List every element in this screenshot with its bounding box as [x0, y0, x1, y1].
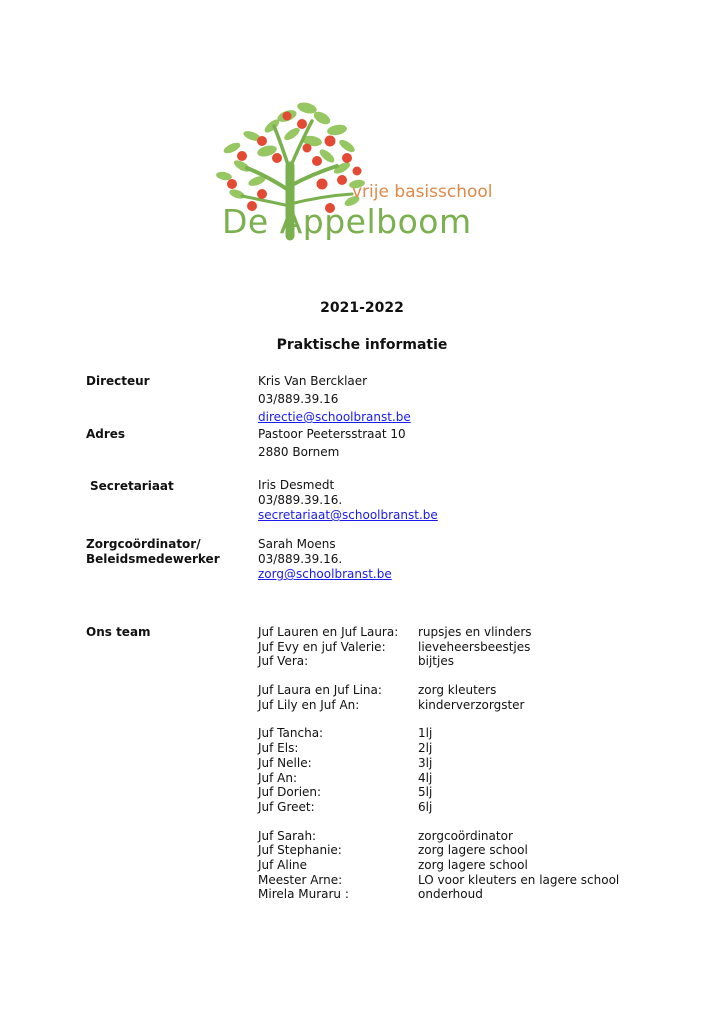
team-row — [258, 843, 678, 858]
team-row — [258, 698, 678, 713]
directeur-block — [258, 372, 411, 426]
team-row — [258, 771, 678, 786]
team-member-role: 3lj — [418, 755, 433, 770]
team-row — [258, 640, 678, 655]
team-list — [258, 625, 678, 916]
team-member-name: Juf An: — [258, 770, 298, 785]
team-member-role: bijtjes — [418, 654, 454, 669]
team-group — [258, 726, 678, 814]
team-member-name: Juf Laura en Juf Lina: — [258, 683, 382, 698]
directeur-phone: 03/889.39.16 — [258, 392, 339, 406]
secretariaat-email-link[interactable]: secretariaat@schoolbranst.be — [258, 508, 438, 522]
team-member-role: zorg kleuters — [418, 683, 497, 698]
team-row — [258, 858, 678, 873]
zorg-name: Sarah Moens — [258, 537, 336, 551]
label-secretariaat: Secretariaat — [90, 479, 174, 493]
secretariaat-name: Iris Desmedt — [258, 478, 335, 492]
team-member-role: 1lj — [418, 726, 433, 741]
team-row — [258, 741, 678, 756]
logo-name: De Appelboom — [222, 202, 472, 241]
directeur-name: Kris Van Bercklaer — [258, 374, 368, 388]
team-member-role: rupsjes en vlinders — [418, 625, 532, 639]
team-row — [258, 726, 678, 741]
label-adres: Adres — [86, 427, 126, 441]
label-team: Ons team — [86, 625, 151, 639]
directeur-email-link[interactable]: directie@schoolbranst.be — [258, 410, 411, 424]
team-member-role: onderhoud — [418, 887, 483, 902]
label-directeur: Directeur — [86, 374, 150, 388]
team-member-role: zorgcoördinator — [418, 828, 513, 843]
team-member-name: Juf Lily en Juf An: — [258, 697, 360, 712]
team-member-name: Juf Greet: — [258, 799, 315, 814]
page-title: Praktische informatie — [276, 337, 448, 353]
secretariaat-block — [258, 478, 438, 523]
label-zorgcoordinator-line2: Beleidsmedewerker — [86, 552, 220, 566]
team-row — [258, 756, 678, 771]
team-member-name: Juf Tancha: — [258, 726, 324, 741]
team-member-role: LO voor kleuters en lagere school — [418, 872, 620, 887]
team-member-name: Juf Stephanie: — [258, 843, 342, 858]
team-member-role: kinderverzorgster — [418, 697, 525, 712]
team-member-role: 4lj — [418, 770, 433, 785]
team-member-role: zorg lagere school — [418, 857, 528, 872]
team-member-name: Juf Vera: — [258, 654, 309, 669]
team-row — [258, 800, 678, 815]
team-member-role: 6lj — [418, 799, 433, 814]
team-member-role: 5lj — [418, 785, 433, 800]
team-row — [258, 625, 678, 640]
team-row — [258, 887, 678, 902]
team-member-role: zorg lagere school — [418, 843, 528, 858]
team-group — [258, 683, 678, 712]
team-group — [258, 625, 678, 669]
team-member-name: Juf Nelle: — [258, 755, 312, 770]
label-zorgcoordinator-line1: Zorgcoördinator/ — [86, 537, 201, 551]
team-member-name: Juf Dorien: — [258, 785, 322, 800]
team-member-name: Juf Sarah: — [258, 828, 317, 843]
zorg-phone: 03/889.39.16. — [258, 552, 343, 566]
team-member-name: Juf Lauren en Juf Laura: — [258, 625, 399, 639]
team-member-role: 2lj — [418, 741, 433, 756]
team-row — [258, 654, 678, 669]
team-member-name: Meester Arne: — [258, 872, 343, 887]
adres-city: 2880 Bornem — [258, 445, 340, 459]
logo-subtitle: vrije basisschool — [352, 182, 493, 202]
team-member-name: Juf Els: — [258, 741, 299, 756]
adres-street: Pastoor Peetersstraat 10 — [258, 427, 406, 441]
team-group — [258, 829, 678, 902]
team-member-role: lieveheersbeestjes — [418, 639, 531, 654]
zorg-block — [258, 537, 392, 582]
team-member-name: Juf Aline — [258, 857, 308, 872]
team-row — [258, 829, 678, 844]
zorg-email-link[interactable]: zorg@schoolbranst.be — [258, 567, 392, 581]
label-zorgcoordinator — [86, 537, 220, 567]
secretariaat-phone: 03/889.39.16. — [258, 493, 343, 507]
team-row — [258, 785, 678, 800]
team-member-name: Juf Evy en juf Valerie: — [258, 639, 386, 654]
team-row — [258, 873, 678, 888]
team-member-name: Mirela Muraru : — [258, 887, 349, 902]
school-year: 2021-2022 — [320, 300, 404, 316]
adres-block — [258, 425, 406, 461]
team-row — [258, 683, 678, 698]
